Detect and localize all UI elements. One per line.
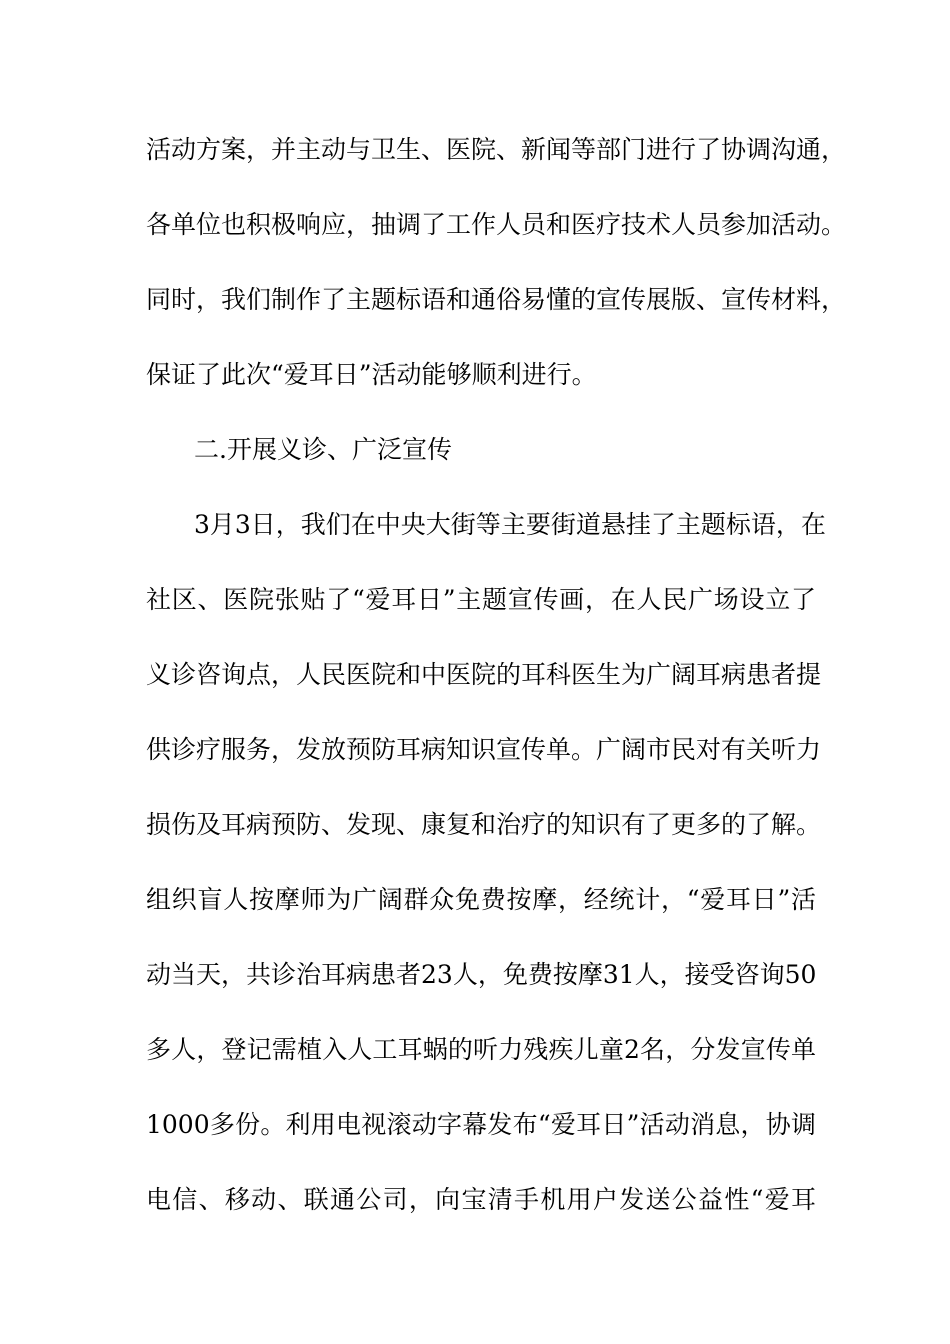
- paragraph-line: 1000多份。利用电视滚动字幕发布“爱耳日”活动消息，协调: [146, 1110, 816, 1139]
- paragraph-line: 动当天，共诊治耳病患者23人，免费按摩31人，接受咨询50: [146, 960, 817, 989]
- paragraph-line: 组织盲人按摩师为广阔群众免费按摩，经统计，“爱耳日”活: [146, 885, 816, 914]
- paragraph-line: 同时，我们制作了主题标语和通俗易懂的宣传展版、宣传材料，: [146, 285, 847, 314]
- paragraph-line: 多人，登记需植入人工耳蜗的听力残疾儿童2名，分发宣传单: [146, 1035, 816, 1064]
- paragraph-line: 义诊咨询点，人民医院和中医院的耳科医生为广阔耳病患者提: [146, 660, 822, 689]
- paragraph-line: 电信、移动、联通公司，向宝清手机用户发送公益性“爱耳: [146, 1185, 816, 1214]
- paragraph-line: 保证了此次“爱耳日”活动能够顺利进行。: [146, 360, 597, 389]
- paragraph-line: 供诊疗服务，发放预防耳病知识宣传单。广阔市民对有关听力: [146, 735, 822, 764]
- paragraph-line: 3月3日，我们在中央大街等主要街道悬挂了主题标语，在: [194, 510, 826, 539]
- paragraph-line: 活动方案，并主动与卫生、医院、新闻等部门进行了协调沟通，: [146, 135, 847, 164]
- paragraph-line: 社区、医院张贴了“爱耳日”主题宣传画，在人民广场设立了: [146, 585, 816, 614]
- paragraph-line: 各单位也积极响应，抽调了工作人员和医疗技术人员参加活动。: [146, 210, 847, 239]
- section-heading: 二.开展义诊、广泛宣传: [194, 435, 452, 464]
- paragraph-line: 损伤及耳病预防、发现、康复和治疗的知识有了更多的了解。: [146, 810, 822, 839]
